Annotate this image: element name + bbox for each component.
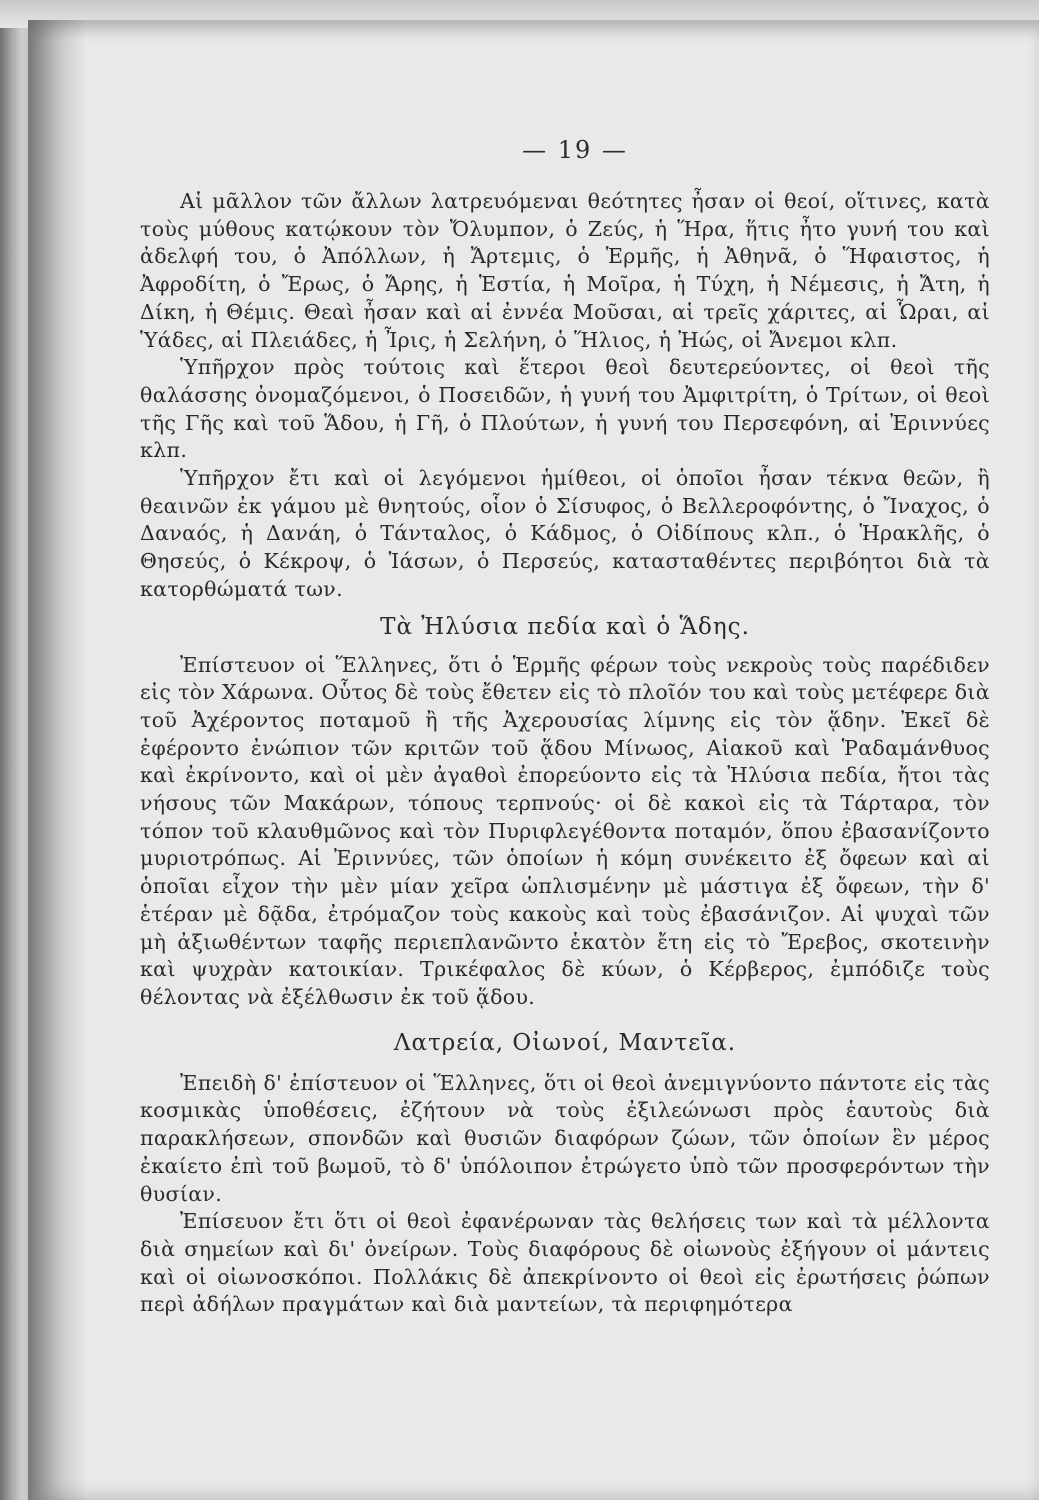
paragraph-sacrifices: Ἐπειδὴ δ' ἐπίστευον οἱ Ἕλληνες, ὅτι οἱ θεοὶ ἀνεμιγνύοντο πάντοτε εἰς τὰς κοσμικὰς ὑποθέσεις, ἐζήτουν νὰ τοὺς ἐξιλεώνωσι πρὸς ἑαυτοὺς διὰ παρακλήσεων, σπονδῶν καὶ θυσιῶν διαφόρων ζώων, τῶν ὁποίων ἓν μέρος ἐκαίετο ἐπὶ τοῦ βωμοῦ, τὸ δ' ὑπόλοιπον ἐτρώγετο ὑπὸ τῶν προσφερόντων τὴν θυσίαν. <box>140 1070 990 1206</box>
page-content <box>140 120 990 1319</box>
section-heading-elysian-fields: Τὰ Ἠλύσια πεδία καὶ ὁ Ἅδης. <box>380 613 750 640</box>
paragraph-omens: Ἐπίσευον ἔτι ὅτι οἱ θεοὶ ἐφανέρωναν τὰς θελήσεις των καὶ τὰ μέλλοντα διὰ σημείων καὶ δι' ὀνείρων. Τοὺς διαφόρους δὲ οἰωνοὺς ἐξήγουν οἱ μάντεις καὶ οἱ οἰωνοσκόποι. Πολλάκις δὲ ἀπεκρίνοντο οἱ θεοὶ εἰς ἐρωτήσεις ῥώπων περὶ ἀδήλων πραγμάτων καὶ διὰ μαντείων, τὰ περιφημότερα <box>140 1209 990 1317</box>
section-heading-worship: Λατρεία, Οἰωνοί, Μαντεῖα. <box>393 1029 737 1056</box>
paragraph-underworld: Ἐπίστευον οἱ Ἕλληνες, ὅτι ὁ Ἑρμῆς φέρων τοὺς νεκροὺς τοὺς παρέδιδεν εἰς τὸν Χάρωνα. Οὗτος δὲ τοὺς ἔθετεν εἰς τὸ πλοῖόν του καὶ τοὺς μετέφερε διὰ τοῦ Ἀχέροντος ποταμοῦ ἢ τῆς Ἀχερουσίας λίμνης εἰς τὸν ᾅδην. Ἐκεῖ δὲ ἐφέροντο ἐνώπιον τῶν κριτῶν τοῦ ᾅδου Μίνωος, Αἰακοῦ καὶ Ῥαδαμάνθυος καὶ ἐκρίνοντο, καὶ οἱ μὲν ἀγαθοὶ ἐπορεύοντο εἰς τὰ Ἠλύσια πεδία, ἤτοι τὰς νήσους τῶν Μακάρων, τόπους τερπνούς· οἱ δὲ κακοὶ εἰς τὰ Τάρταρα, τὸν τόπον τοῦ κλαυθμῶνος καὶ τὸν Πυριφλεγέθοντα ποταμόν, ὅπου ἐβασανίζοντο μυριοτρόπως. Αἱ Ἐριννύες, τῶν ὁποίων ἡ κόμη συνέκειτο ἐξ ὄφεων καὶ αἱ ὁποῖαι εἶχον τὴν μὲν μίαν χεῖρα ὡπλισμένην μὲ μάστιγα ἐξ ὄφεων, τὴν δ' ἑτέραν μὲ δᾷδα, ἐτρόμαζον τοὺς κακοὺς καὶ τοὺς ἐβασάνιζον. Αἱ ψυχαὶ τῶν μὴ ἀξιωθέντων ταφῆς περιεπλανῶντο ἑκατὸν ἔτη εἰς τὸ Ἔρεβος, σκοτεινὴν καὶ ψυχρὰν κατοικίαν. Τρικέφαλος δὲ κύων, ὁ Κέρβερος, ἐμπόδιζε τοὺς θέλοντας νὰ ἐξέλθωσιν ἐκ τοῦ ᾅδου. <box>140 652 990 1009</box>
paragraph-demigods: Ὑπῆρχον ἔτι καὶ οἱ λεγόμενοι ἡμίθεοι, οἱ ὁποῖοι ἦσαν τέκνα θεῶν, ἢ θεαινῶν ἐκ γάμου μὲ θνητούς, οἷον ὁ Σίσυφος, ὁ Βελλεροφόντης, ὁ Ἴναχος, ὁ Δαναός, ἡ Δανάη, ὁ Τάνταλος, ὁ Κάδμος, ὁ Οἰδίπους κλπ., ὁ Ἡρακλῆς, ὁ Θησεύς, ὁ Κέκροψ, ὁ Ἰάσων, ὁ Περσεύς, κατασταθέντες περιβόητοι διὰ τὰ κατορθώματά των. <box>140 466 990 601</box>
page-number: — 19 — <box>522 136 628 164</box>
paragraph-olympian-gods: Αἱ μᾶλλον τῶν ἄλλων λατρευόμεναι θεότητες ἦσαν οἱ θεοί, οἵτινες, κατὰ τοὺς μύθους κατῴκουν τὸν Ὄλυμπον, ὁ Ζεύς, ἡ Ἥρα, ἥτις ἦτο γυνή του καὶ ἀδελφή του, ὁ Ἀπόλλων, ἡ Ἄρτεμις, ὁ Ἑρμῆς, ἡ Ἀθηνᾶ, ὁ Ἥφαιστος, ἡ Ἀφροδίτη, ὁ Ἔρως, ὁ Ἄρης, ἡ Ἑστία, ἡ Μοῖρα, ἡ Τύχη, ἡ Νέμεσις, ἡ Ἄτη, ἡ Δίκη, ἡ Θέμις. Θεαὶ ἦσαν καὶ αἱ ἐννέα Μοῦσαι, αἱ τρεῖς χάριτες, αἱ Ὧραι, αἱ Ὑάδες, αἱ Πλειάδες, ἡ Ἶρις, ἡ Σελήνη, ὁ Ἥλιος, ἡ Ἠώς, οἱ Ἄνεμοι κλπ. <box>140 189 990 352</box>
spine-shadow <box>28 20 88 1500</box>
paragraph-secondary-gods: Ὑπῆρχον πρὸς τούτοις καὶ ἕτεροι θεοὶ δευτερεύοντες, οἱ θεοὶ τῆς θαλάσσης ὀνομαζόμενοι, ὁ Ποσειδῶν, ἡ γυνή του Ἀμφιτρίτη, ὁ Τρίτων, οἱ θεοὶ τῆς Γῆς καὶ τοῦ Ἅδου, ἡ Γῆ, ὁ Πλούτων, ἡ γυνή του Περσεφόνη, αἱ Ἐριννύες κλπ. <box>140 355 990 463</box>
